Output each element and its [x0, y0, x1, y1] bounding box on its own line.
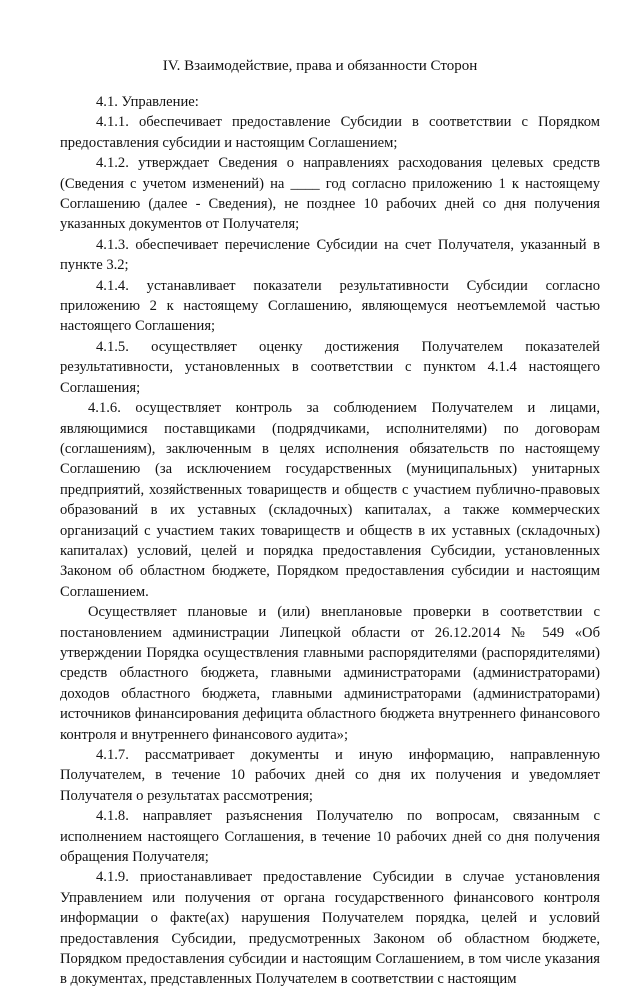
paragraph-4-1-2: 4.1.2. утверждает Сведения о направлениях расходования целевых средств (Сведения с учетом изменений) на ____ год согласно приложению 1 к настоящему Соглашению (далее - Сведения), не позднее 10 рабочих дней со дня получения указанных документов от Получателя;	[60, 155, 600, 233]
paragraph-4-1-9: 4.1.9. приостанавливает предоставление Субсидии в случае установления Управлением или получения от органа государственного финансового контроля информации о факте(ах) нарушения Получателем порядка, целей и условий предоставления Субсидии, предусмотренных Законом об областном бюджете, Порядком предоставления субсидии и настоящим Соглашением, в том числе указания в документах, представленных Получателем в соответствии с настоящим	[60, 869, 600, 988]
paragraph-4-1-4: 4.1.4. устанавливает показатели результативности Субсидии согласно приложению 2 к настоящему Соглашению, являющемуся неотъемлемой частью настоящего Соглашения;	[60, 277, 600, 335]
paragraph-4-1-8: 4.1.8. направляет разъяснения Получателю по вопросам, связанным с исполнением настоящего Соглашения, в течение 10 рабочих дней со дня получения обращения Получателя;	[60, 808, 600, 866]
section-title: IV. Взаимодействие, права и обязанности Сторон	[162, 58, 478, 74]
paragraph-4-1-3: 4.1.3. обеспечивает перечисление Субсидии на счет Получателя, указанный в пункте 3.2;	[60, 236, 600, 274]
paragraph-4-1-7: 4.1.7. рассматривает документы и иную информацию, направленную Получателем, в течение 10 рабочих дней со дня их получения и уведомляет Получателя о результатах рассмотрения;	[60, 747, 600, 804]
paragraph-inspections: Осуществляет плановые и (или) внеплановые проверки в соответствии с постановлением администрации Липецкой области от 26.12.2014 № 549 «Об утверждении Порядка осуществления главными распорядителями (распорядителями) средств областного бюджета, главными администраторами (администраторами) доходов областного бюджета, главными администраторами (администраторами) источников финансирования дефицита областного бюджета внутреннего финансового контроля и внутреннего финансового аудита»;	[60, 604, 600, 743]
paragraph-4-1: 4.1. Управление:	[96, 94, 199, 110]
paragraph-4-1-5: 4.1.5. осуществляет оценку достижения Получателем показателей результативности, установленных в соответствии с пунктом 4.1.4 настоящего Соглашения;	[60, 338, 600, 396]
paragraph-4-1-6: 4.1.6. осуществляет контроль за соблюдением Получателем и лицами, являющимися поставщиками (подрядчиками, исполнителями) по договорам (соглашениям), заключенным в целях исполнения обязательств по настоящему Соглашению (за исключением государственных (муниципальных) унитарных предприятий, хозяйственных товариществ и обществ с участием публично-правовых образований в их уставных (складочных) капиталах, а также коммерческих организаций с участием таких товариществ и обществ в их уставных (складочных) капиталах) условий, целей и порядка предоставления Субсидии, установленных Законом об областном бюджете, Порядком предоставления субсидии и настоящим Соглашением.	[60, 400, 600, 600]
paragraph-4-1-1: 4.1.1. обеспечивает предоставление Субсидии в соответствии с Порядком предоставления субсидии и настоящим Соглашением;	[60, 114, 600, 151]
document-body	[60, 92, 600, 990]
